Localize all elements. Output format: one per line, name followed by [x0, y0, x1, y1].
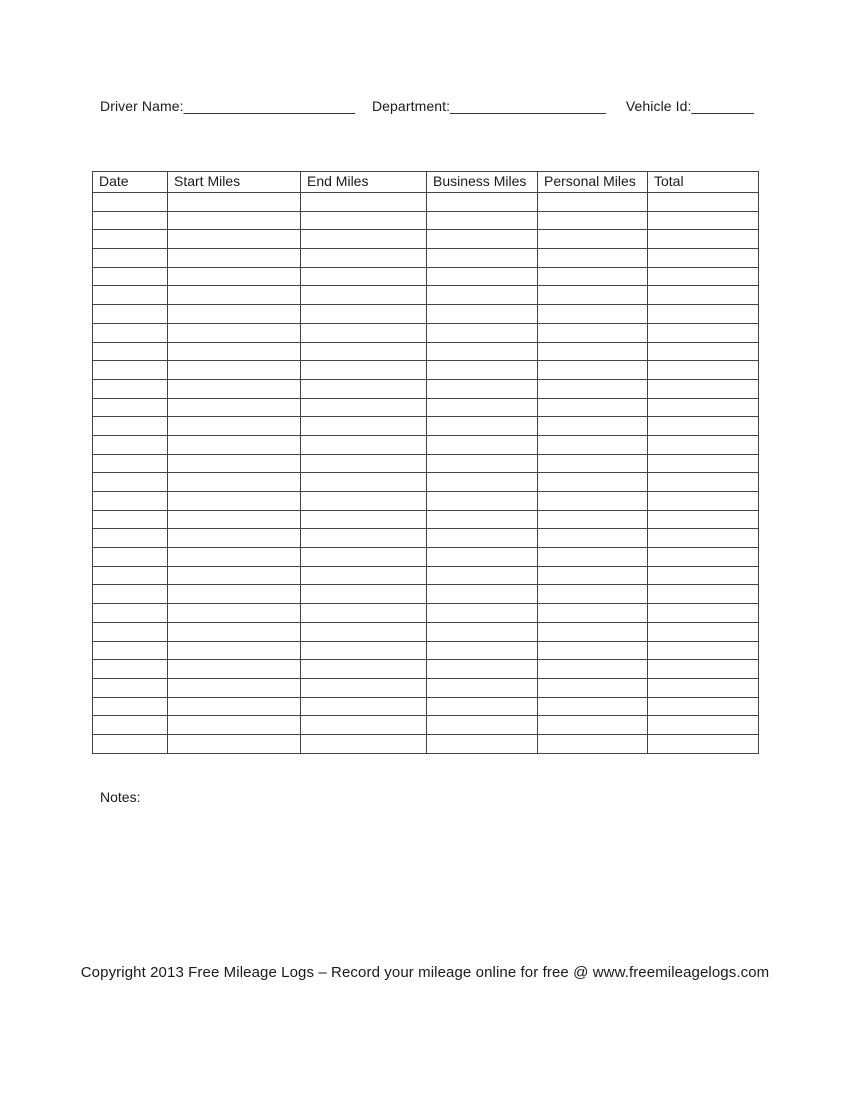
table-cell [427, 622, 538, 641]
table-cell [538, 473, 648, 492]
table-cell [301, 249, 427, 268]
table-cell [538, 230, 648, 249]
table-row [93, 398, 759, 417]
table-cell [168, 342, 301, 361]
driver-name-label: Driver Name: [100, 98, 184, 114]
table-cell [168, 716, 301, 735]
table-cell [427, 454, 538, 473]
driver-name-blank: ______________________ [183, 98, 355, 114]
table-cell [168, 417, 301, 436]
table-cell [648, 435, 759, 454]
table-row [93, 249, 759, 268]
table-cell [427, 641, 538, 660]
table-cell [427, 286, 538, 305]
table-cell [93, 678, 168, 697]
table-cell [93, 305, 168, 324]
table-cell [427, 492, 538, 511]
table-cell [168, 566, 301, 585]
table-cell [168, 548, 301, 567]
column-header-personal-miles: Personal Miles [538, 172, 648, 193]
table-cell [168, 267, 301, 286]
notes-label: Notes: [100, 789, 141, 805]
table-cell [93, 660, 168, 679]
table-row [93, 323, 759, 342]
table-cell [301, 435, 427, 454]
table-cell [301, 585, 427, 604]
table-row [93, 379, 759, 398]
table-cell [93, 342, 168, 361]
table-row [93, 510, 759, 529]
table-cell [648, 379, 759, 398]
table-row [93, 286, 759, 305]
table-row [93, 361, 759, 380]
table-row [93, 417, 759, 436]
table-cell [538, 548, 648, 567]
table-cell [648, 454, 759, 473]
table-cell [93, 641, 168, 660]
table-cell [93, 585, 168, 604]
table-row [93, 585, 759, 604]
column-header-business-miles: Business Miles [427, 172, 538, 193]
table-cell [93, 361, 168, 380]
table-cell [538, 379, 648, 398]
column-header-date: Date [93, 172, 168, 193]
table-cell [301, 734, 427, 753]
table-cell [427, 193, 538, 212]
table-row [93, 473, 759, 492]
table-cell [301, 193, 427, 212]
table-cell [301, 473, 427, 492]
table-cell [168, 323, 301, 342]
table-cell [427, 323, 538, 342]
table-row [93, 716, 759, 735]
table-cell [538, 734, 648, 753]
table-cell [427, 305, 538, 324]
mileage-table [92, 171, 759, 754]
table-cell [538, 641, 648, 660]
table-cell [168, 435, 301, 454]
table-cell [168, 361, 301, 380]
table-row [93, 342, 759, 361]
table-cell [93, 249, 168, 268]
table-cell [93, 286, 168, 305]
table-cell [93, 267, 168, 286]
table-cell [168, 230, 301, 249]
table-cell [168, 454, 301, 473]
table-row [93, 492, 759, 511]
table-cell [538, 305, 648, 324]
table-cell [538, 697, 648, 716]
table-cell [168, 286, 301, 305]
table-row [93, 267, 759, 286]
table-cell [648, 660, 759, 679]
table-cell [538, 585, 648, 604]
table-cell [648, 398, 759, 417]
table-cell [427, 473, 538, 492]
table-cell [301, 529, 427, 548]
table-cell [168, 193, 301, 212]
table-cell [301, 641, 427, 660]
table-cell [427, 697, 538, 716]
table-cell [301, 548, 427, 567]
table-cell [427, 267, 538, 286]
table-cell [648, 604, 759, 623]
table-cell [538, 529, 648, 548]
table-row [93, 678, 759, 697]
table-cell [301, 492, 427, 511]
table-cell [538, 417, 648, 436]
table-cell [538, 249, 648, 268]
table-cell [427, 211, 538, 230]
table-cell [648, 716, 759, 735]
table-cell [168, 622, 301, 641]
table-cell [301, 379, 427, 398]
vehicle-id-label: Vehicle Id: [625, 98, 692, 114]
table-cell [427, 734, 538, 753]
table-cell [538, 211, 648, 230]
table-cell [538, 622, 648, 641]
table-cell [93, 510, 168, 529]
table-cell [538, 510, 648, 529]
table-cell [93, 734, 168, 753]
table-cell [301, 454, 427, 473]
table-cell [648, 211, 759, 230]
table-cell [301, 398, 427, 417]
table-cell [301, 510, 427, 529]
table-cell [648, 342, 759, 361]
table-cell [427, 529, 538, 548]
table-row [93, 641, 759, 660]
footer-copyright-text: Copyright 2013 Free Mileage Logs – Record your mileage online for free @ www.freemileagelogs.com [80, 964, 770, 981]
table-cell [168, 585, 301, 604]
table-cell [301, 604, 427, 623]
column-header-end-miles: End Miles [301, 172, 427, 193]
table-cell [168, 473, 301, 492]
table-cell [427, 379, 538, 398]
table-cell [648, 323, 759, 342]
table-cell [301, 286, 427, 305]
table-cell [168, 398, 301, 417]
table-cell [93, 604, 168, 623]
column-header-total: Total [648, 172, 759, 193]
table-cell [427, 604, 538, 623]
table-cell [301, 660, 427, 679]
table-cell [168, 678, 301, 697]
table-cell [648, 267, 759, 286]
table-row [93, 697, 759, 716]
table-cell [168, 604, 301, 623]
table-header-row [93, 172, 759, 193]
table-cell [93, 492, 168, 511]
table-cell [168, 305, 301, 324]
table-row [93, 660, 759, 679]
table-cell [427, 417, 538, 436]
table-cell [168, 249, 301, 268]
table-cell [301, 417, 427, 436]
table-cell [427, 230, 538, 249]
table-cell [168, 211, 301, 230]
table-cell [648, 417, 759, 436]
table-cell [93, 529, 168, 548]
table-cell [168, 529, 301, 548]
table-cell [301, 342, 427, 361]
table-cell [301, 566, 427, 585]
table-row [93, 454, 759, 473]
table-cell [427, 678, 538, 697]
table-cell [427, 249, 538, 268]
table-row [93, 548, 759, 567]
table-cell [93, 473, 168, 492]
department-label: Department: [371, 98, 451, 114]
department-blank: ____________________ [450, 98, 606, 114]
table-cell [427, 342, 538, 361]
table-cell [301, 678, 427, 697]
table-row [93, 305, 759, 324]
table-cell [301, 305, 427, 324]
table-cell [168, 660, 301, 679]
table-cell [301, 323, 427, 342]
table-row [93, 435, 759, 454]
table-cell [648, 734, 759, 753]
table-row [93, 230, 759, 249]
table-cell [93, 417, 168, 436]
table-cell [427, 435, 538, 454]
table-body [93, 193, 759, 754]
table-cell [648, 473, 759, 492]
table-row [93, 734, 759, 753]
table-cell [538, 604, 648, 623]
table-cell [301, 361, 427, 380]
table-cell [427, 361, 538, 380]
table-cell [301, 716, 427, 735]
table-cell [648, 678, 759, 697]
table-cell [648, 641, 759, 660]
table-row [93, 211, 759, 230]
table-cell [93, 716, 168, 735]
table-cell [301, 622, 427, 641]
vehicle-id-blank: ________ [691, 98, 754, 114]
table-cell [648, 697, 759, 716]
table-cell [648, 529, 759, 548]
table-cell [538, 193, 648, 212]
table-cell [538, 454, 648, 473]
table-cell [648, 622, 759, 641]
table-cell [538, 398, 648, 417]
table-cell [168, 734, 301, 753]
table-cell [93, 622, 168, 641]
table-row [93, 566, 759, 585]
table-cell [648, 286, 759, 305]
table-row [93, 604, 759, 623]
table-cell [648, 492, 759, 511]
table-cell [168, 697, 301, 716]
table-row [93, 622, 759, 641]
table-cell [427, 398, 538, 417]
table-cell [648, 585, 759, 604]
table-row [93, 193, 759, 212]
table-cell [648, 548, 759, 567]
table-cell [93, 548, 168, 567]
table-cell [648, 249, 759, 268]
table-cell [301, 211, 427, 230]
table-cell [648, 193, 759, 212]
table-cell [427, 716, 538, 735]
table-cell [538, 566, 648, 585]
table-cell [648, 566, 759, 585]
table-cell [93, 379, 168, 398]
table-cell [427, 548, 538, 567]
table-cell [168, 379, 301, 398]
table-cell [93, 230, 168, 249]
table-cell [648, 361, 759, 380]
table-cell [93, 435, 168, 454]
table-cell [301, 267, 427, 286]
table-cell [93, 323, 168, 342]
column-header-start-miles: Start Miles [168, 172, 301, 193]
table-cell [648, 510, 759, 529]
table-cell [427, 660, 538, 679]
table-cell [538, 267, 648, 286]
table-cell [168, 641, 301, 660]
form-header-line [100, 96, 754, 116]
table-row [93, 529, 759, 548]
table-cell [93, 697, 168, 716]
table-cell [538, 678, 648, 697]
table-cell [538, 361, 648, 380]
table-cell [648, 305, 759, 324]
table-cell [93, 454, 168, 473]
table-cell [427, 566, 538, 585]
table-cell [93, 398, 168, 417]
table-cell [168, 492, 301, 511]
table-cell [538, 716, 648, 735]
table-cell [168, 510, 301, 529]
table-cell [538, 342, 648, 361]
table-cell [538, 435, 648, 454]
table-cell [427, 510, 538, 529]
table-cell [538, 286, 648, 305]
table-cell [301, 697, 427, 716]
table-cell [538, 323, 648, 342]
table-cell [648, 230, 759, 249]
table-cell [538, 660, 648, 679]
table-cell [93, 211, 168, 230]
table-cell [93, 566, 168, 585]
table-cell [538, 492, 648, 511]
table-cell [427, 585, 538, 604]
table-cell [301, 230, 427, 249]
table-cell [93, 193, 168, 212]
